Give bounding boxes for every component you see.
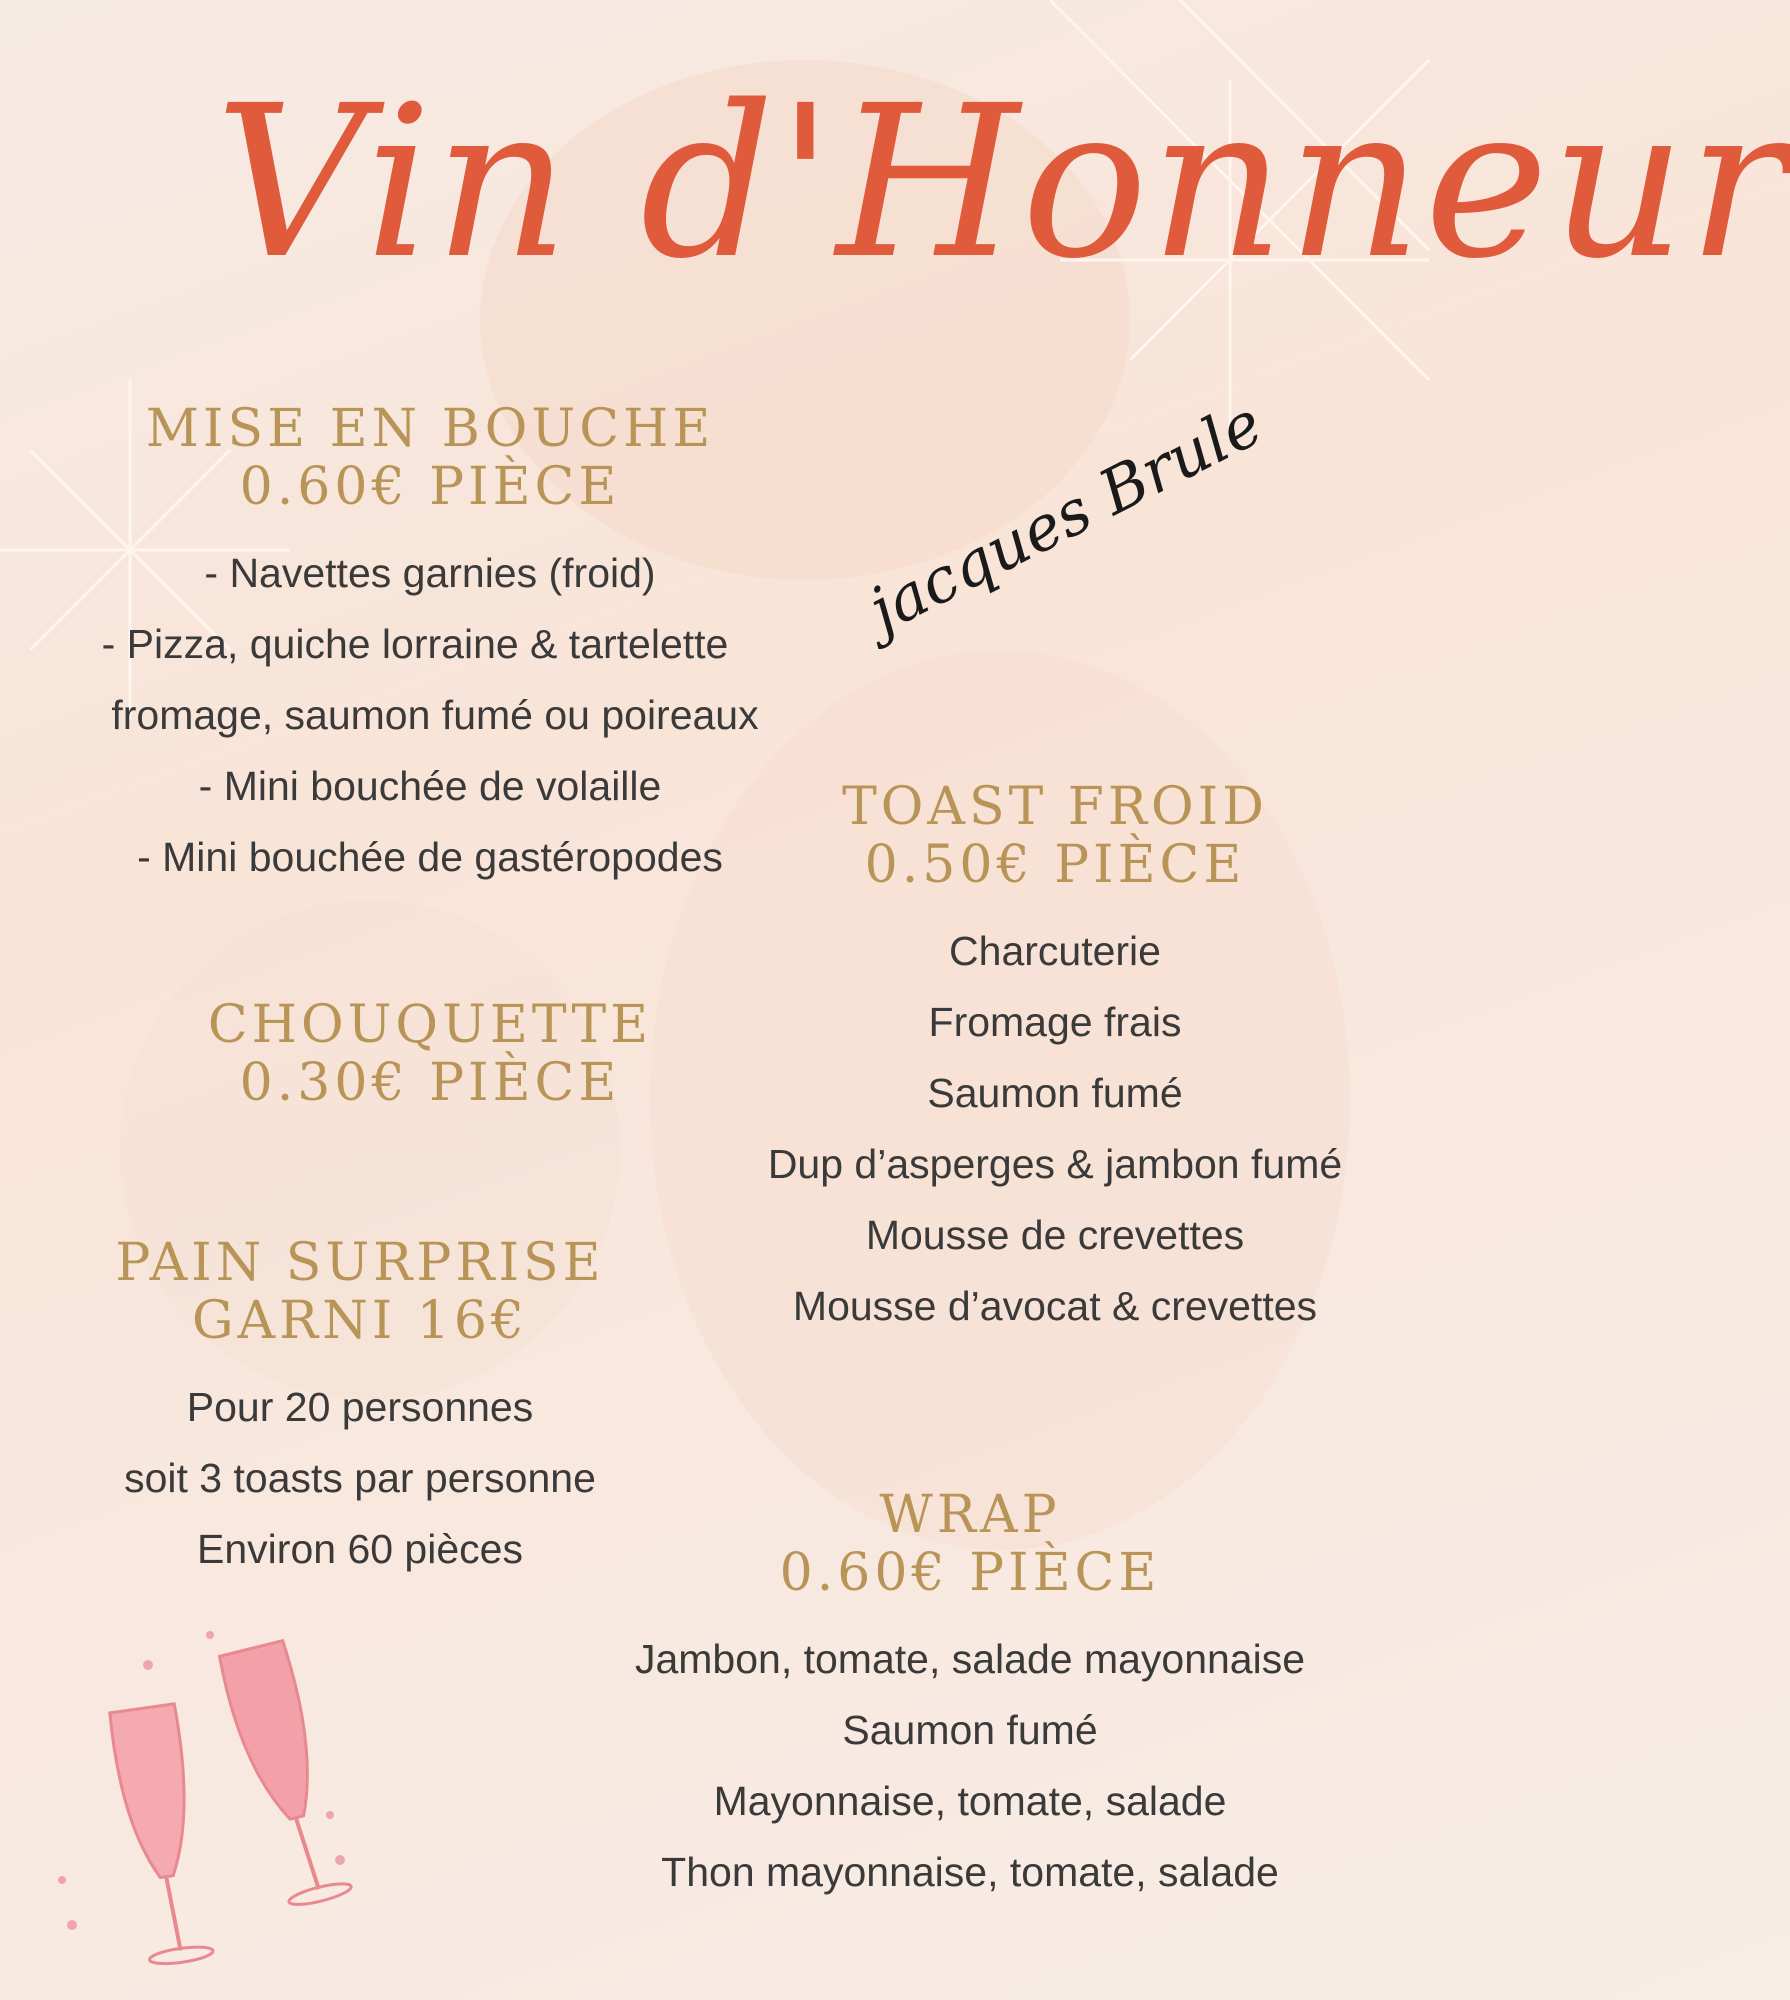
list-item: fromage, saumon fumé ou poireaux xyxy=(111,692,759,738)
heading-line: TOAST FROID xyxy=(842,777,1268,837)
list-item: Mousse de crevettes xyxy=(865,1212,1245,1258)
list-item: Dup d’asperges & jambon fumé xyxy=(767,1141,1343,1187)
list-item: Mayonnaise, tomate, salade xyxy=(713,1778,1227,1824)
list-item: - Mini bouchée de gastéropodes xyxy=(137,834,723,880)
heading-line: WRAP xyxy=(879,1485,1061,1545)
list-item: Charcuterie xyxy=(949,928,1161,974)
list-item: Thon mayonnaise, tomate, salade xyxy=(661,1849,1279,1895)
heading-price: 0.50€ PIÈCE xyxy=(864,835,1246,895)
list-item: - Pizza, quiche lorraine & tartelette xyxy=(101,621,729,667)
signature: jacques Brule xyxy=(856,386,1274,647)
list-item: Saumon fumé xyxy=(842,1707,1098,1753)
heading-price: 0.30€ PIÈCE xyxy=(239,1053,621,1113)
heading-line: MISE EN BOUCHE xyxy=(145,399,715,459)
list-item: Saumon fumé xyxy=(927,1070,1183,1116)
heading-line: CHOUQUETTE xyxy=(207,995,653,1055)
list-item: - Navettes garnies (froid) xyxy=(204,550,656,596)
page-title: Vin d'Honneur xyxy=(215,60,1790,305)
list-item: Mousse d’avocat & crevettes xyxy=(792,1283,1318,1329)
list-item: Fromage frais xyxy=(928,999,1182,1045)
list-item: soit 3 toasts par personne xyxy=(124,1455,596,1501)
list-item: Jambon, tomate, salade mayonnaise xyxy=(634,1636,1306,1682)
heading-price: 0.60€ PIÈCE xyxy=(779,1543,1161,1603)
list-item: Pour 20 personnes xyxy=(186,1384,534,1430)
heading-line: PAIN SURPRISE xyxy=(115,1233,605,1293)
heading-price: GARNI 16€ xyxy=(191,1291,529,1351)
heading-price: 0.60€ PIÈCE xyxy=(239,457,621,517)
list-item: Environ 60 pièces xyxy=(197,1526,523,1572)
list-item: - Mini bouchée de volaille xyxy=(198,763,662,809)
